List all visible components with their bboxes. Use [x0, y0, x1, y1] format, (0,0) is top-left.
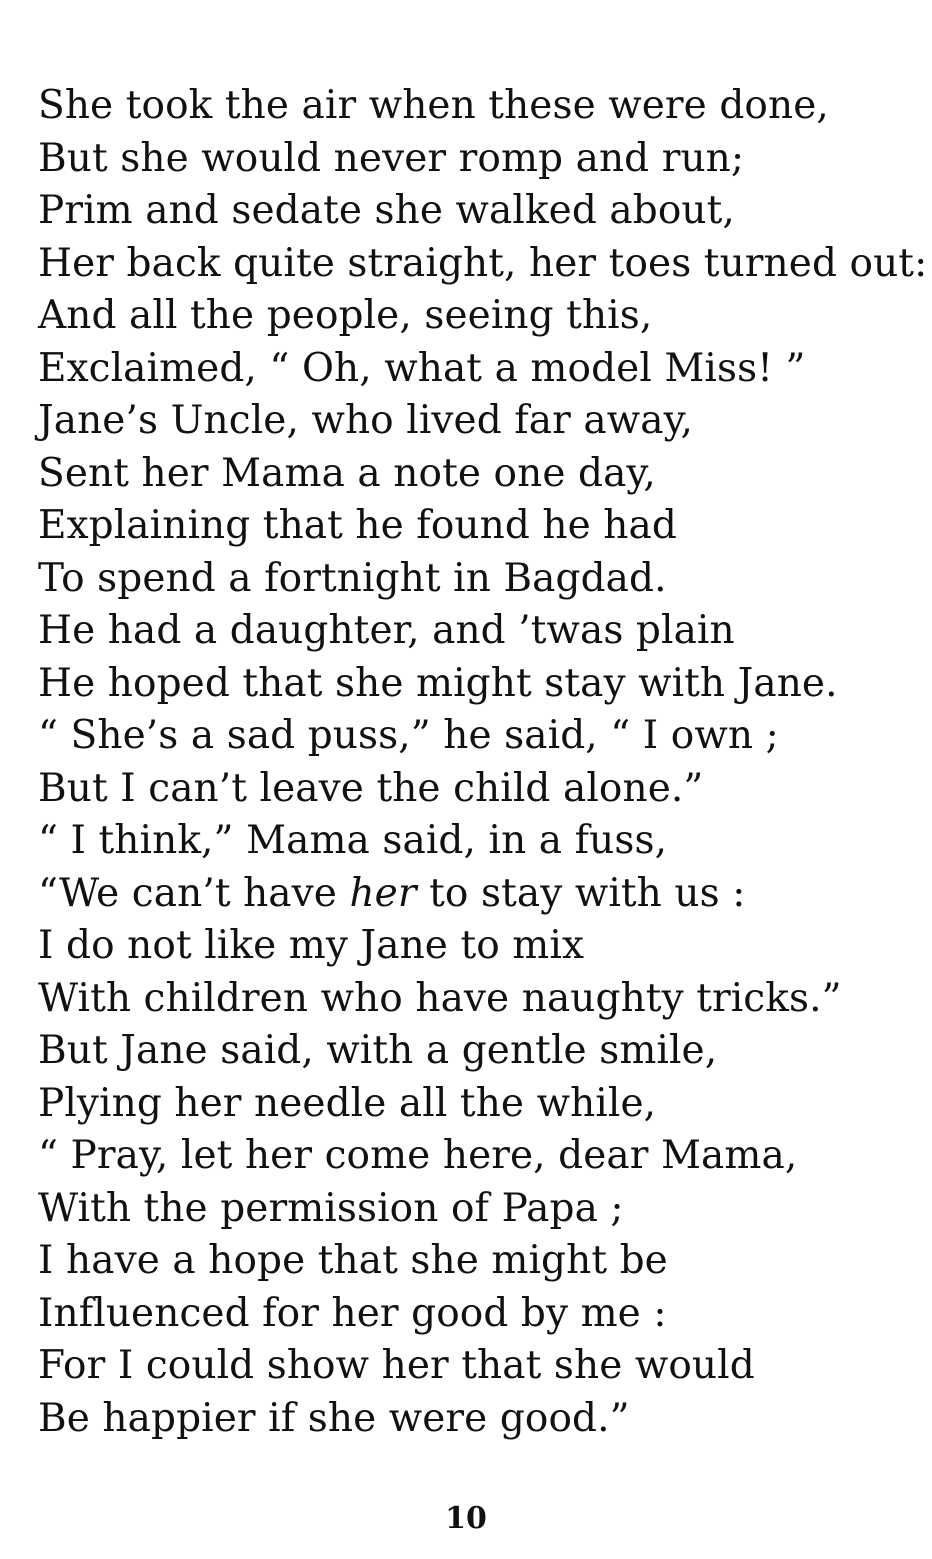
poem-line: With the permission of Papa ; — [38, 1185, 624, 1231]
poem-line: And all the people, seeing this, — [38, 293, 653, 338]
poem-line: But Jane said, with a gentle smile, — [38, 1028, 718, 1073]
page-number: 10 — [445, 1501, 487, 1536]
poem-line: He hoped that she might stay with Jane. — [38, 660, 838, 706]
poem-line: Explaining that he found he had — [38, 503, 677, 548]
poem-line: To spend a fortnight in Bagdad. — [38, 555, 667, 601]
poem-line: Prim and sedate she walked about, — [38, 188, 735, 233]
poem-line: With children who have naughty tricks.” — [38, 975, 842, 1021]
poem-line: But I can’t leave the child alone.” — [38, 765, 704, 811]
poem-line: I do not like my Jane to mix — [38, 923, 585, 968]
poem-line: “ I think,” Mama said, in a fuss, — [38, 818, 668, 863]
poem-line: Influenced for her good by me : — [38, 1290, 667, 1336]
poem-line: Her back quite straight, her toes turned out: — [38, 240, 928, 286]
poem-line: “ She’s a sad puss,” he said, “ I own ; — [38, 713, 779, 758]
poem-line: Plying her needle all the while, — [38, 1080, 657, 1126]
poem-text — [38, 80, 928, 1445]
poem-line: For I could show her that she would — [38, 1343, 755, 1388]
poem-line-with-emphasis — [38, 868, 918, 921]
poem-line: Jane’s Uncle, who lived far away, — [38, 398, 694, 443]
poem-line: Sent her Mama a note one day, — [38, 450, 656, 496]
emphasized-word: her — [349, 870, 417, 916]
poem-line: But she would never romp and run; — [38, 135, 745, 181]
poem-line: She took the air when these were done, — [38, 83, 829, 128]
poem-line: Exclaimed, “ Oh, what a model Miss! ” — [38, 345, 806, 391]
poem-line-end: to stay with us : — [416, 870, 746, 916]
poem-line: “ Pray, let her come here, dear Mama, — [38, 1133, 798, 1178]
poem-line: I have a hope that she might be — [38, 1238, 668, 1283]
poem-line: He had a daughter, and ’twas plain — [38, 608, 735, 653]
poem-line: Be happier if she were good.” — [38, 1395, 630, 1441]
poem-line-start: “We can’t have — [38, 870, 350, 916]
